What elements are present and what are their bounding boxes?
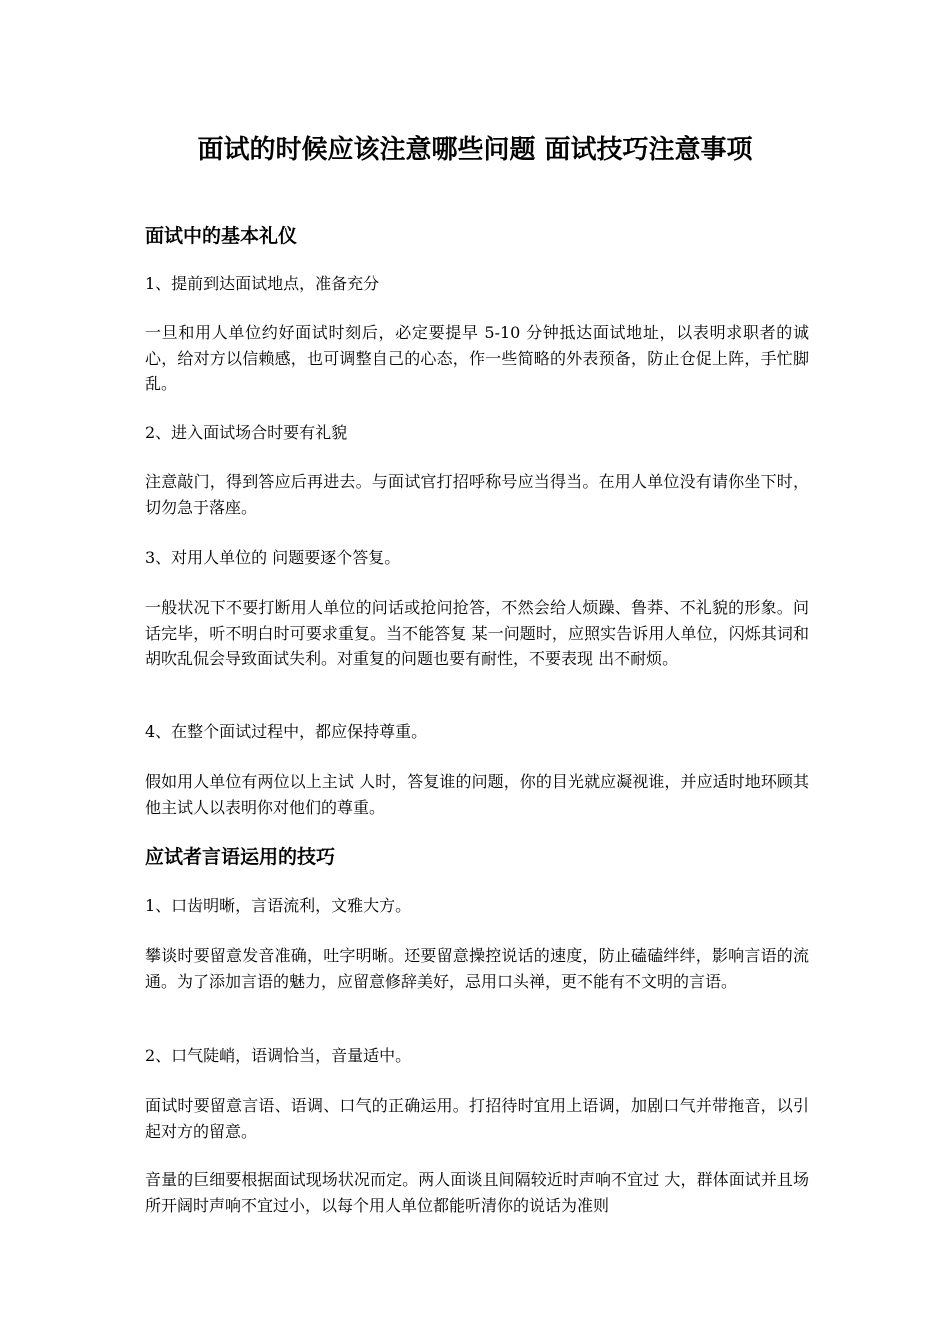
point-2-tone-volume: 2、口气陡峭，语调恰当，音量适中。 xyxy=(145,1046,412,1065)
point-1-arrive-early: 1、提前到达面试地点，准备充分 xyxy=(145,274,380,293)
paragraph-answer-questions: 一般状况下不要打断用人单位的问话或抢问抢答，不然会给人烦躁、鲁莽、不礼貌的形象。问话完毕，听不明白时可要求重复。当不能答复 某一问题时，应照实告诉用人单位，闪烁其词和胡吹乱侃会导致面试失利。对重复的问题也要有耐性，不要表现 出不耐烦。 xyxy=(145,598,809,668)
point-3-answer-questions: 3、对用人单位的 问题要逐个答复。 xyxy=(145,548,401,567)
paragraph-respect: 假如用人单位有两位以上主试 人时，答复谁的问题，你的目光就应凝视谁，并应适时地环顾其他主试人以表明你对他们的尊重。 xyxy=(145,772,809,817)
paragraph-arrive-early: 一旦和用人单位约好面试时刻后，必定要提早 5-10 分钟抵达面试地址，以表明求职者的诚心，给对方以信赖感，也可调整自己的心态，作一些简略的外表预备，防止仓促上阵，手忙脚乱。 xyxy=(145,323,809,393)
section-heading-language-skills: 应试者言语运用的技巧 xyxy=(145,846,336,868)
point-1-clear-speech: 1、口齿明晰，言语流利，文雅大方。 xyxy=(145,896,412,915)
document-title: 面试的时候应该注意哪些问题 面试技巧注意事项 xyxy=(197,135,753,165)
paragraph-polite-entry: 注意敲门，得到答应后再进去。与面试官打招呼称号应当得当。在用人单位没有请你坐下时，切勿急于落座。 xyxy=(145,472,809,517)
section-heading-etiquette: 面试中的基本礼仪 xyxy=(145,225,298,247)
point-4-respect: 4、在整个面试过程中，都应保持尊重。 xyxy=(145,722,428,741)
paragraph-clear-speech: 攀谈时要留意发音准确，吐字明晰。还要留意操控说话的速度，防止磕磕绊绊，影响言语的流通。为了添加言语的魅力，应留意修辞美好，忌用口头禅，更不能有不文明的言语。 xyxy=(145,946,809,991)
paragraph-volume: 音量的巨细要根据面试现场状况而定。两人面谈且间隔较近时声响不宜过 大，群体面试并且场所开阔时声响不宜过小，以每个用人单位都能听清你的说话为准则 xyxy=(145,1170,809,1215)
point-2-polite-entry: 2、进入面试场合时要有礼貌 xyxy=(145,423,348,442)
paragraph-tone: 面试时要留意言语、语调、口气的正确运用。打招待时宜用上语调，加剧口气并带拖音，以引起对方的留意。 xyxy=(145,1096,809,1141)
